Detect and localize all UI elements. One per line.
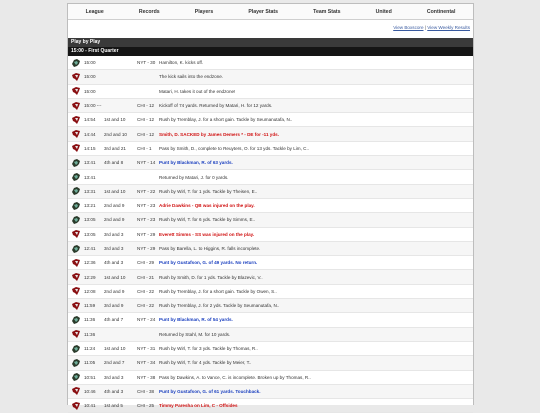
play-position: NYT - 34 xyxy=(137,360,156,366)
play-down: 2nd and 9 xyxy=(104,288,125,294)
play-time: 11:24 xyxy=(84,346,96,352)
play-time: 15:00 xyxy=(84,88,96,94)
play-time: 12:41 xyxy=(84,246,96,251)
play-description: Pass by Dawkins, A. to Vance, C. is incomplete. Broken up by Thomas, R.. xyxy=(159,374,311,380)
play-position: CHI - 25 xyxy=(137,403,155,409)
play-time: 13:41 xyxy=(84,174,96,180)
link-separator: | xyxy=(423,25,428,30)
nav-league[interactable]: League xyxy=(85,8,104,15)
play-down: 2nd and 7 xyxy=(104,360,125,366)
play-down: 1st and 10 xyxy=(104,188,126,194)
play-row xyxy=(68,270,473,284)
play-description: Everett Simms - SS was injured on the play. xyxy=(159,231,255,237)
play-description: Kickoff of 74 yards. Returned by Matari, H. for 12 yards. xyxy=(159,103,273,109)
play-description: Punt by Gustafson, G. of 61 yards. Touchback. xyxy=(159,388,261,394)
chi-team-logo-icon xyxy=(71,272,81,282)
chi-team-logo-icon xyxy=(71,101,81,111)
play-row xyxy=(68,256,473,270)
play-down: 2nd and 9 xyxy=(104,217,125,223)
play-time: 14:44 xyxy=(84,131,96,137)
chi-team-logo-icon xyxy=(71,286,81,296)
play-time: 14:15 xyxy=(84,145,96,151)
play-description: Pass by Barella, L. to Higgins, R. falls incomplete. xyxy=(159,246,261,251)
play-row xyxy=(68,399,473,413)
play-time: 13:21 xyxy=(84,203,96,209)
nyt-team-logo-icon xyxy=(71,186,81,196)
play-row xyxy=(68,313,473,327)
play-description: Hamilton, K. kicks off. xyxy=(159,60,204,66)
play-description: Rush by Wirl, T. for 1 yds. Tackle by Theisen, E.. xyxy=(159,188,258,194)
quarter-header: 15:00 - First Quarter xyxy=(68,47,473,56)
play-time: 11:05 xyxy=(84,360,96,366)
play-time: 10:46 xyxy=(84,388,96,394)
play-down: 4th and 8 xyxy=(104,160,124,166)
chi-team-logo-icon xyxy=(71,86,81,96)
play-down: 4th and 3 xyxy=(104,388,124,394)
nav-continental[interactable]: Continental xyxy=(426,8,456,15)
play-down: 1st and 5 xyxy=(104,403,123,409)
play-down: 2nd and 10 xyxy=(104,131,127,137)
chi-team-logo-icon xyxy=(71,72,81,82)
play-down: 3rd and 3 xyxy=(104,231,124,237)
play-row xyxy=(68,156,473,170)
page-container xyxy=(67,3,474,409)
top-nav xyxy=(68,4,473,20)
play-row xyxy=(68,228,473,242)
nyt-team-logo-icon xyxy=(71,244,81,254)
play-down: 1st and 10 xyxy=(104,117,126,123)
play-row xyxy=(68,127,473,141)
play-row xyxy=(68,99,473,113)
play-description: Adrie Dawkins - QB was injured on the play. xyxy=(159,203,255,209)
play-position: NYT - 29 xyxy=(137,246,156,251)
play-row xyxy=(68,328,473,342)
play-time: 10:41 xyxy=(84,403,96,409)
nyt-team-logo-icon xyxy=(71,215,81,225)
play-time: 11:36 xyxy=(84,331,96,337)
chi-team-logo-icon xyxy=(71,258,81,268)
nav-records[interactable]: Records xyxy=(138,8,160,15)
play-description: Returned by Matari, J. for 0 yards. xyxy=(159,174,229,180)
play-row xyxy=(68,285,473,299)
play-description: Rush by Tremblay, J. for 2 yds. Tackle by Seumanutafa, N.. xyxy=(159,303,280,309)
play-row xyxy=(68,199,473,213)
play-row xyxy=(68,170,473,184)
play-time: 12:29 xyxy=(84,274,96,280)
play-position: CHI - 21 xyxy=(137,274,155,280)
play-row xyxy=(68,213,473,227)
view-links xyxy=(68,25,473,35)
play-time: 11:59 xyxy=(84,303,96,309)
play-time: 15:00 xyxy=(84,74,96,80)
play-time: 14:54 xyxy=(84,117,96,123)
play-description: Rush by Wirl, T. for 3 yds. Tackle by Thomas, R.. xyxy=(159,346,258,352)
play-time: 15:00 xyxy=(84,60,96,66)
play-time: 13:05 xyxy=(84,217,96,223)
play-time: 12:36 xyxy=(84,260,96,266)
play-list xyxy=(68,56,473,413)
play-time: 11:36 xyxy=(84,317,96,323)
play-position: CHI - 38 xyxy=(137,388,155,394)
play-down: 2nd and 9 xyxy=(104,203,125,209)
chi-team-logo-icon xyxy=(71,329,81,339)
play-time: 10:51 xyxy=(84,374,96,380)
play-description: Pass by Smith, D., complete to Reuyters, O. for 13 yds. Tackle by Lim, C.. xyxy=(159,145,310,151)
play-description: Punt by Gustafson, G. of 49 yards. No return. xyxy=(159,260,258,266)
nyt-team-logo-icon xyxy=(71,172,81,182)
nav-team-stats[interactable]: Team Stats xyxy=(313,8,341,15)
play-down: 3rd and 3 xyxy=(104,374,124,380)
play-description: Matari, H. takes it out of the endzone! xyxy=(159,88,236,94)
play-row xyxy=(68,70,473,84)
nyt-team-logo-icon xyxy=(71,201,81,211)
chi-team-logo-icon xyxy=(71,401,81,411)
nav-players[interactable]: Players xyxy=(194,8,214,15)
play-description: Rush by Wirl, T. for 6 yds. Tackle by Simms, E.. xyxy=(159,217,256,223)
play-description: Punt by Blackman, R. of 54 yards. xyxy=(159,317,233,323)
play-row xyxy=(68,356,473,370)
play-row xyxy=(68,299,473,313)
play-down: 3rd and 21 xyxy=(104,145,126,151)
nyt-team-logo-icon xyxy=(71,158,81,168)
play-row xyxy=(68,142,473,156)
view-boxscore-link[interactable]: View Boxscore xyxy=(393,25,424,30)
nyt-team-logo-icon xyxy=(71,372,81,382)
play-description: Rush by Wirl, T. for 4 yds. Tackle by Meier, T.. xyxy=(159,360,252,366)
play-row xyxy=(68,113,473,127)
play-description: Rush by Tremblay, J. for a short gain. Tackle by Owen, S.. xyxy=(159,288,277,294)
play-time: 12:08 xyxy=(84,288,96,294)
nav-player-stats[interactable]: Player Stats xyxy=(248,8,279,15)
play-description: Smith, D. SACKED by James Demers * - DE for -11 yds. xyxy=(159,131,279,137)
play-position: CHI - 12 xyxy=(137,131,155,137)
chi-team-logo-icon xyxy=(71,129,81,139)
play-position: CHI - 29 xyxy=(137,260,155,266)
play-time: 13:31 xyxy=(84,188,96,194)
play-position: NYT - 23 xyxy=(137,217,156,223)
nyt-team-logo-icon xyxy=(71,358,81,368)
play-description: The kick sails into the endzone. xyxy=(159,74,224,80)
nyt-team-logo-icon xyxy=(71,58,81,68)
play-down: 3rd and 3 xyxy=(104,246,124,251)
play-position: NYT - 14 xyxy=(137,160,156,166)
play-down: 4th and 3 xyxy=(104,260,124,266)
play-down: 1st and 10 xyxy=(104,346,126,352)
play-by-play-header: Play by Play xyxy=(68,38,473,47)
chi-team-logo-icon xyxy=(71,301,81,311)
nyt-team-logo-icon xyxy=(71,344,81,354)
nav-united[interactable]: United xyxy=(375,8,392,15)
play-row xyxy=(68,342,473,356)
play-position: NYT - 23 xyxy=(137,203,156,209)
play-description: Punt by Blackman, R. of 63 yards. xyxy=(159,160,233,166)
play-position: CHI - 1 xyxy=(137,145,152,151)
nyt-team-logo-icon xyxy=(71,315,81,325)
play-time: 13:41 xyxy=(84,160,96,166)
chi-team-logo-icon xyxy=(71,115,81,125)
view-weekly-results-link[interactable]: View Weekly Results xyxy=(427,25,470,30)
play-down: 4th and 7 xyxy=(104,317,124,323)
play-position: NYT - 38 xyxy=(137,374,156,380)
play-position: NYT - 24 xyxy=(137,317,156,323)
play-description: Rush by Tremblay, J. for a short gain. Tackle by Seumanutafa, N.. xyxy=(159,117,293,123)
play-row xyxy=(68,185,473,199)
play-position: NYT - 22 xyxy=(137,188,156,194)
play-position: CHI - 12 xyxy=(137,103,155,109)
play-row xyxy=(68,385,473,399)
play-row xyxy=(68,371,473,385)
play-row xyxy=(68,242,473,256)
play-down: 3rd and 9 xyxy=(104,303,124,309)
play-description: Returned by Stahl, M. for 10 yards. xyxy=(159,331,231,337)
chi-team-logo-icon xyxy=(71,229,81,239)
play-description: Timmy Paresha on Lim, C - Offsides xyxy=(159,403,238,409)
play-description: Rush by Smith, D. for 1 yds. Tackle by Blazevic, V.. xyxy=(159,274,263,280)
chi-team-logo-icon xyxy=(71,143,81,153)
play-row xyxy=(68,56,473,70)
play-time: 15:00 --- xyxy=(84,103,102,109)
play-position: NYT - 30 xyxy=(137,60,156,66)
play-position: CHI - 22 xyxy=(137,303,155,309)
play-position: CHI - 22 xyxy=(137,288,155,294)
play-position: NYT - 29 xyxy=(137,231,156,237)
play-down: 1st and 10 xyxy=(104,274,126,280)
chi-team-logo-icon xyxy=(71,386,81,396)
play-position: CHI - 12 xyxy=(137,117,155,123)
play-row xyxy=(68,85,473,99)
play-time: 13:05 xyxy=(84,231,96,237)
play-position: NYT - 31 xyxy=(137,346,156,352)
